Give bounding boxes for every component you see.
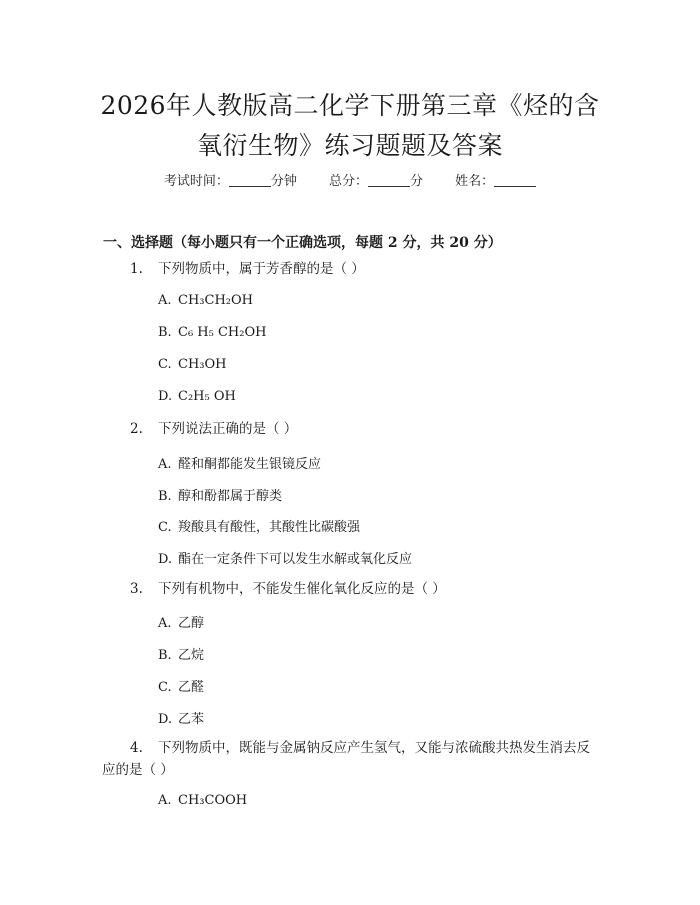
name-label: 姓名： xyxy=(455,174,495,189)
question-1 xyxy=(130,258,365,280)
option-text: CH₃OH xyxy=(178,357,227,372)
question-text: 下列有机物中，不能发生催化氧化反应的是（ ） xyxy=(158,581,446,597)
exam-meta xyxy=(0,170,700,189)
option-3b[interactable] xyxy=(158,644,204,663)
title-line-2: 氧衍生物》练习题题及答案 xyxy=(196,131,503,160)
option-1c[interactable] xyxy=(158,357,227,372)
question-number: 4. xyxy=(130,740,143,756)
document-title xyxy=(60,86,640,166)
option-letter: C. xyxy=(158,357,172,372)
option-text: 醇和酚都属于醇类 xyxy=(178,489,283,504)
question-number: 3. xyxy=(130,581,143,597)
question-text: 下列物质中，属于芳香醇的是（ ） xyxy=(158,261,365,277)
option-letter: D. xyxy=(158,389,173,404)
time-blank[interactable] xyxy=(229,174,271,187)
option-letter: D. xyxy=(158,712,173,727)
option-text: C₂H₅ OH xyxy=(178,389,236,404)
option-text: C₆ H₅ CH₂OH xyxy=(178,325,267,340)
option-1a[interactable] xyxy=(158,293,253,308)
option-text: 醛和酮都能发生银镜反应 xyxy=(178,457,322,472)
option-2b[interactable] xyxy=(158,485,282,504)
option-1b[interactable] xyxy=(158,325,266,340)
option-letter: C. xyxy=(158,520,172,535)
option-letter: A. xyxy=(158,616,172,631)
exam-name xyxy=(455,174,536,189)
name-blank[interactable] xyxy=(494,174,536,187)
option-letter: D. xyxy=(158,552,173,567)
question-text: 下列说法正确的是（ ） xyxy=(158,421,298,437)
score-unit: 分 xyxy=(410,174,424,189)
option-2a[interactable] xyxy=(158,453,321,472)
question-4 xyxy=(102,737,610,781)
exam-time xyxy=(164,174,297,189)
question-number: 1. xyxy=(130,261,143,277)
option-letter: A. xyxy=(158,457,172,472)
option-2d[interactable] xyxy=(158,548,412,567)
option-letter: B. xyxy=(158,325,172,340)
question-3 xyxy=(130,578,446,600)
option-1d[interactable] xyxy=(158,389,236,404)
option-3a[interactable] xyxy=(158,612,204,631)
option-2c[interactable] xyxy=(158,516,360,535)
time-label: 考试时间： xyxy=(163,174,229,189)
score-label: 总分： xyxy=(328,174,368,189)
option-letter: A. xyxy=(158,293,172,308)
option-3c[interactable] xyxy=(158,676,204,695)
option-text: 乙醇 xyxy=(178,616,205,631)
question-text-cont: 应的是（ ） xyxy=(102,762,174,778)
time-unit: 分钟 xyxy=(270,174,297,189)
section-title: 一、选择题（每小题只有一个正确选项，每题 2 分，共 20 分） xyxy=(103,235,502,251)
option-text: 酯在一定条件下可以发生水解或氧化反应 xyxy=(178,552,413,567)
option-text: CH₃CH₂OH xyxy=(178,293,253,308)
option-letter: C. xyxy=(158,680,172,695)
question-number: 2. xyxy=(130,421,143,437)
score-blank[interactable] xyxy=(368,174,410,187)
option-letter: A. xyxy=(158,793,172,808)
option-letter: B. xyxy=(158,489,172,504)
option-text: 羧酸具有酸性，其酸性比碳酸强 xyxy=(178,520,361,535)
option-text: 乙醛 xyxy=(178,680,205,695)
option-text: 乙烷 xyxy=(178,648,205,663)
question-2 xyxy=(130,418,297,440)
option-text: 乙苯 xyxy=(178,712,205,727)
question-text: 下列物质中，既能与金属钠反应产生氢气，又能与浓硫酸共热发生消去反 xyxy=(158,740,590,756)
option-letter: B. xyxy=(158,648,172,663)
exam-score xyxy=(329,174,423,189)
option-4a[interactable] xyxy=(158,793,247,808)
option-text: CH₃COOH xyxy=(178,793,248,808)
option-3d[interactable] xyxy=(158,708,204,727)
title-line-1: 2026年人教版高二化学下册第三章《烃的含 xyxy=(100,91,600,120)
